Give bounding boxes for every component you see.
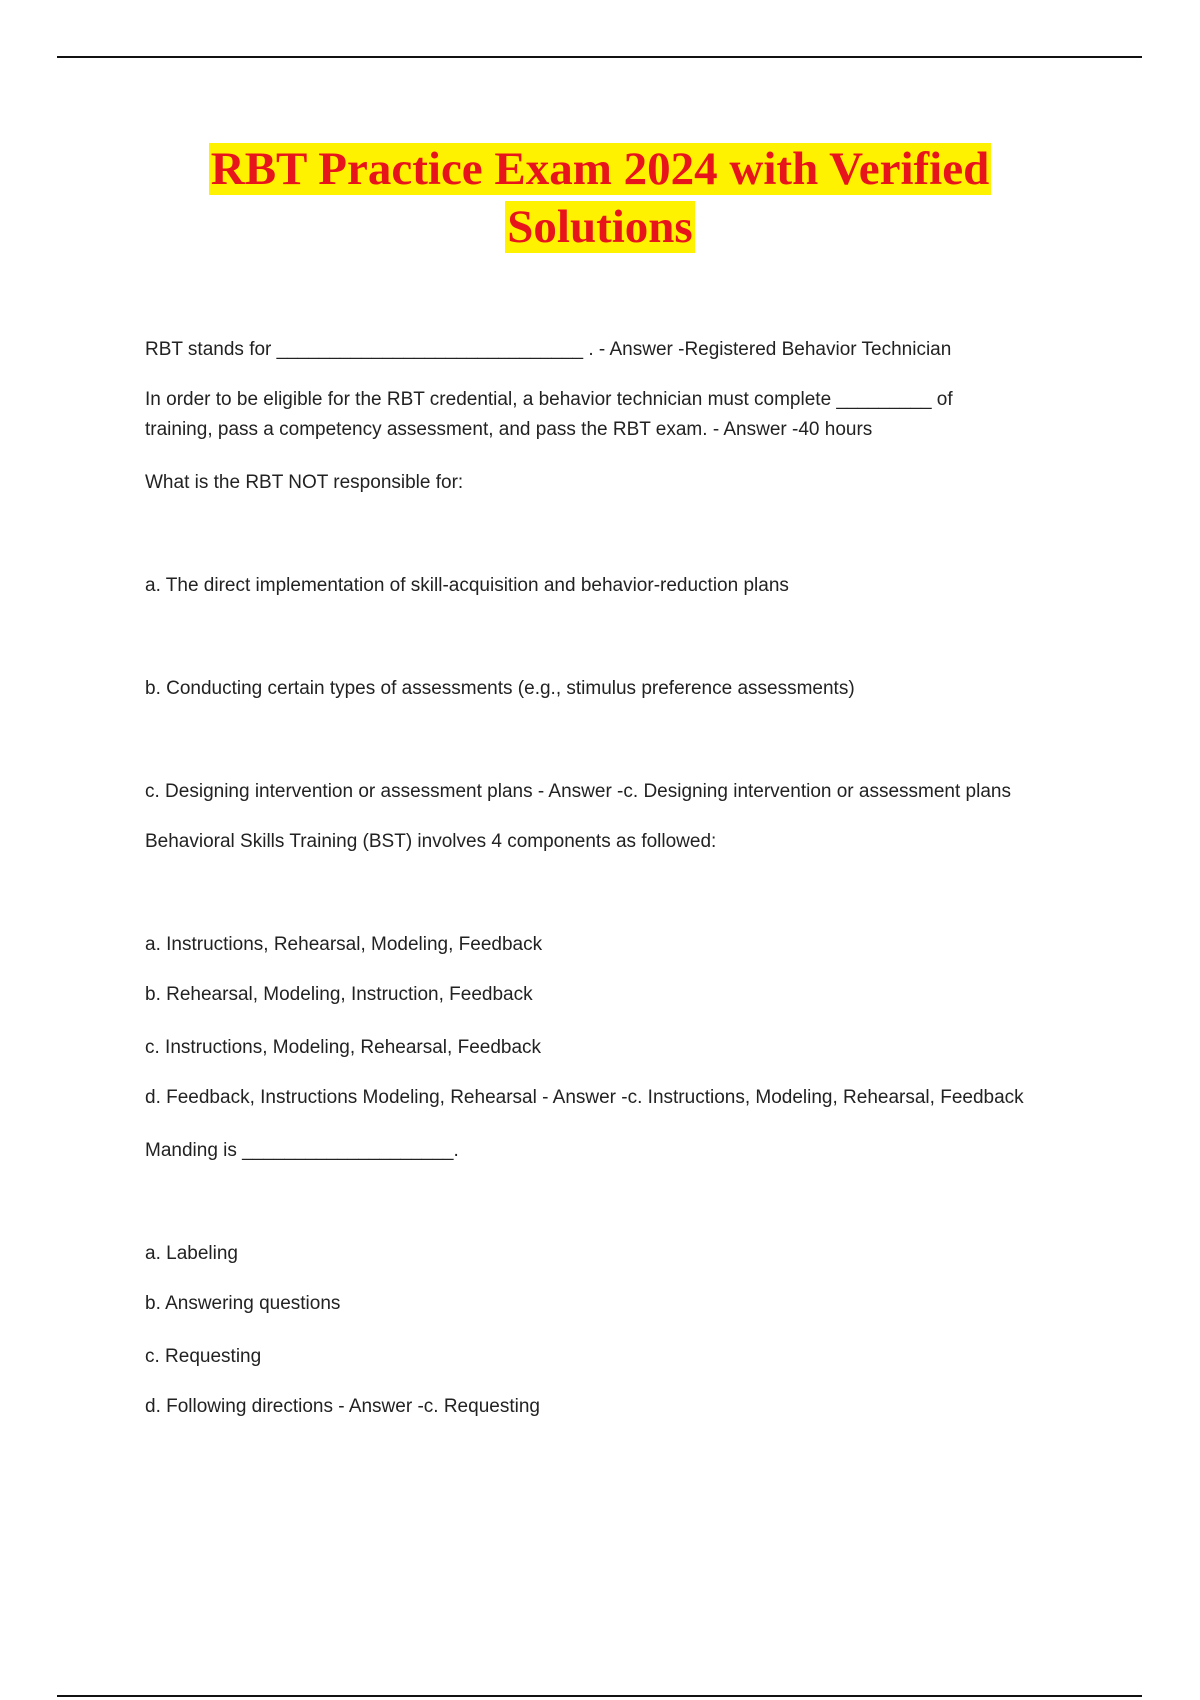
- top-rule: [57, 56, 1142, 58]
- manding-option-a: a. Labeling: [145, 1243, 238, 1264]
- bst-option-a: a. Instructions, Rehearsal, Modeling, Feedback: [145, 934, 543, 955]
- bst-option-b: b. Rehearsal, Modeling, Instruction, Feedback: [145, 984, 533, 1005]
- bottom-rule: [57, 1695, 1142, 1697]
- title-line-2: Solutions: [507, 201, 693, 253]
- manding-option-c: c. Requesting: [145, 1346, 262, 1367]
- manding-option-b: b. Answering questions: [145, 1293, 341, 1314]
- option-b-assessments: b. Conducting certain types of assessments (e.g., stimulus preference assessments): [145, 678, 855, 699]
- bst-option-c: c. Instructions, Modeling, Rehearsal, Feedback: [145, 1037, 542, 1058]
- question-eligibility: In order to be eligible for the RBT credential, a behavior technician must complete _________ of training, pass a competency assessment, and pass the RBT exam. - Answer -40 hours: [145, 389, 953, 440]
- document-title: [0, 140, 1200, 256]
- question-not-responsible: What is the RBT NOT responsible for:: [145, 472, 464, 493]
- title-line-1: RBT Practice Exam 2024 with Verified: [210, 143, 990, 195]
- option-a-direct-implementation: a. The direct implementation of skill-acquisition and behavior-reduction plans: [145, 575, 789, 596]
- question-bst-components: Behavioral Skills Training (BST) involves 4 components as followed:: [145, 831, 717, 852]
- question-manding: Manding is ____________________.: [145, 1140, 459, 1161]
- bst-option-d-answer: d. Feedback, Instructions Modeling, Rehearsal - Answer -c. Instructions, Modeling, Rehearsal, Feedback: [145, 1087, 1024, 1108]
- question-rbt-stands-for: RBT stands for _____________________________ . - Answer -Registered Behavior Technician: [145, 339, 952, 360]
- option-c-designing-answer: c. Designing intervention or assessment plans - Answer -c. Designing intervention or assessment plans: [145, 781, 1011, 802]
- manding-option-d-answer: d. Following directions - Answer -c. Requesting: [145, 1396, 540, 1417]
